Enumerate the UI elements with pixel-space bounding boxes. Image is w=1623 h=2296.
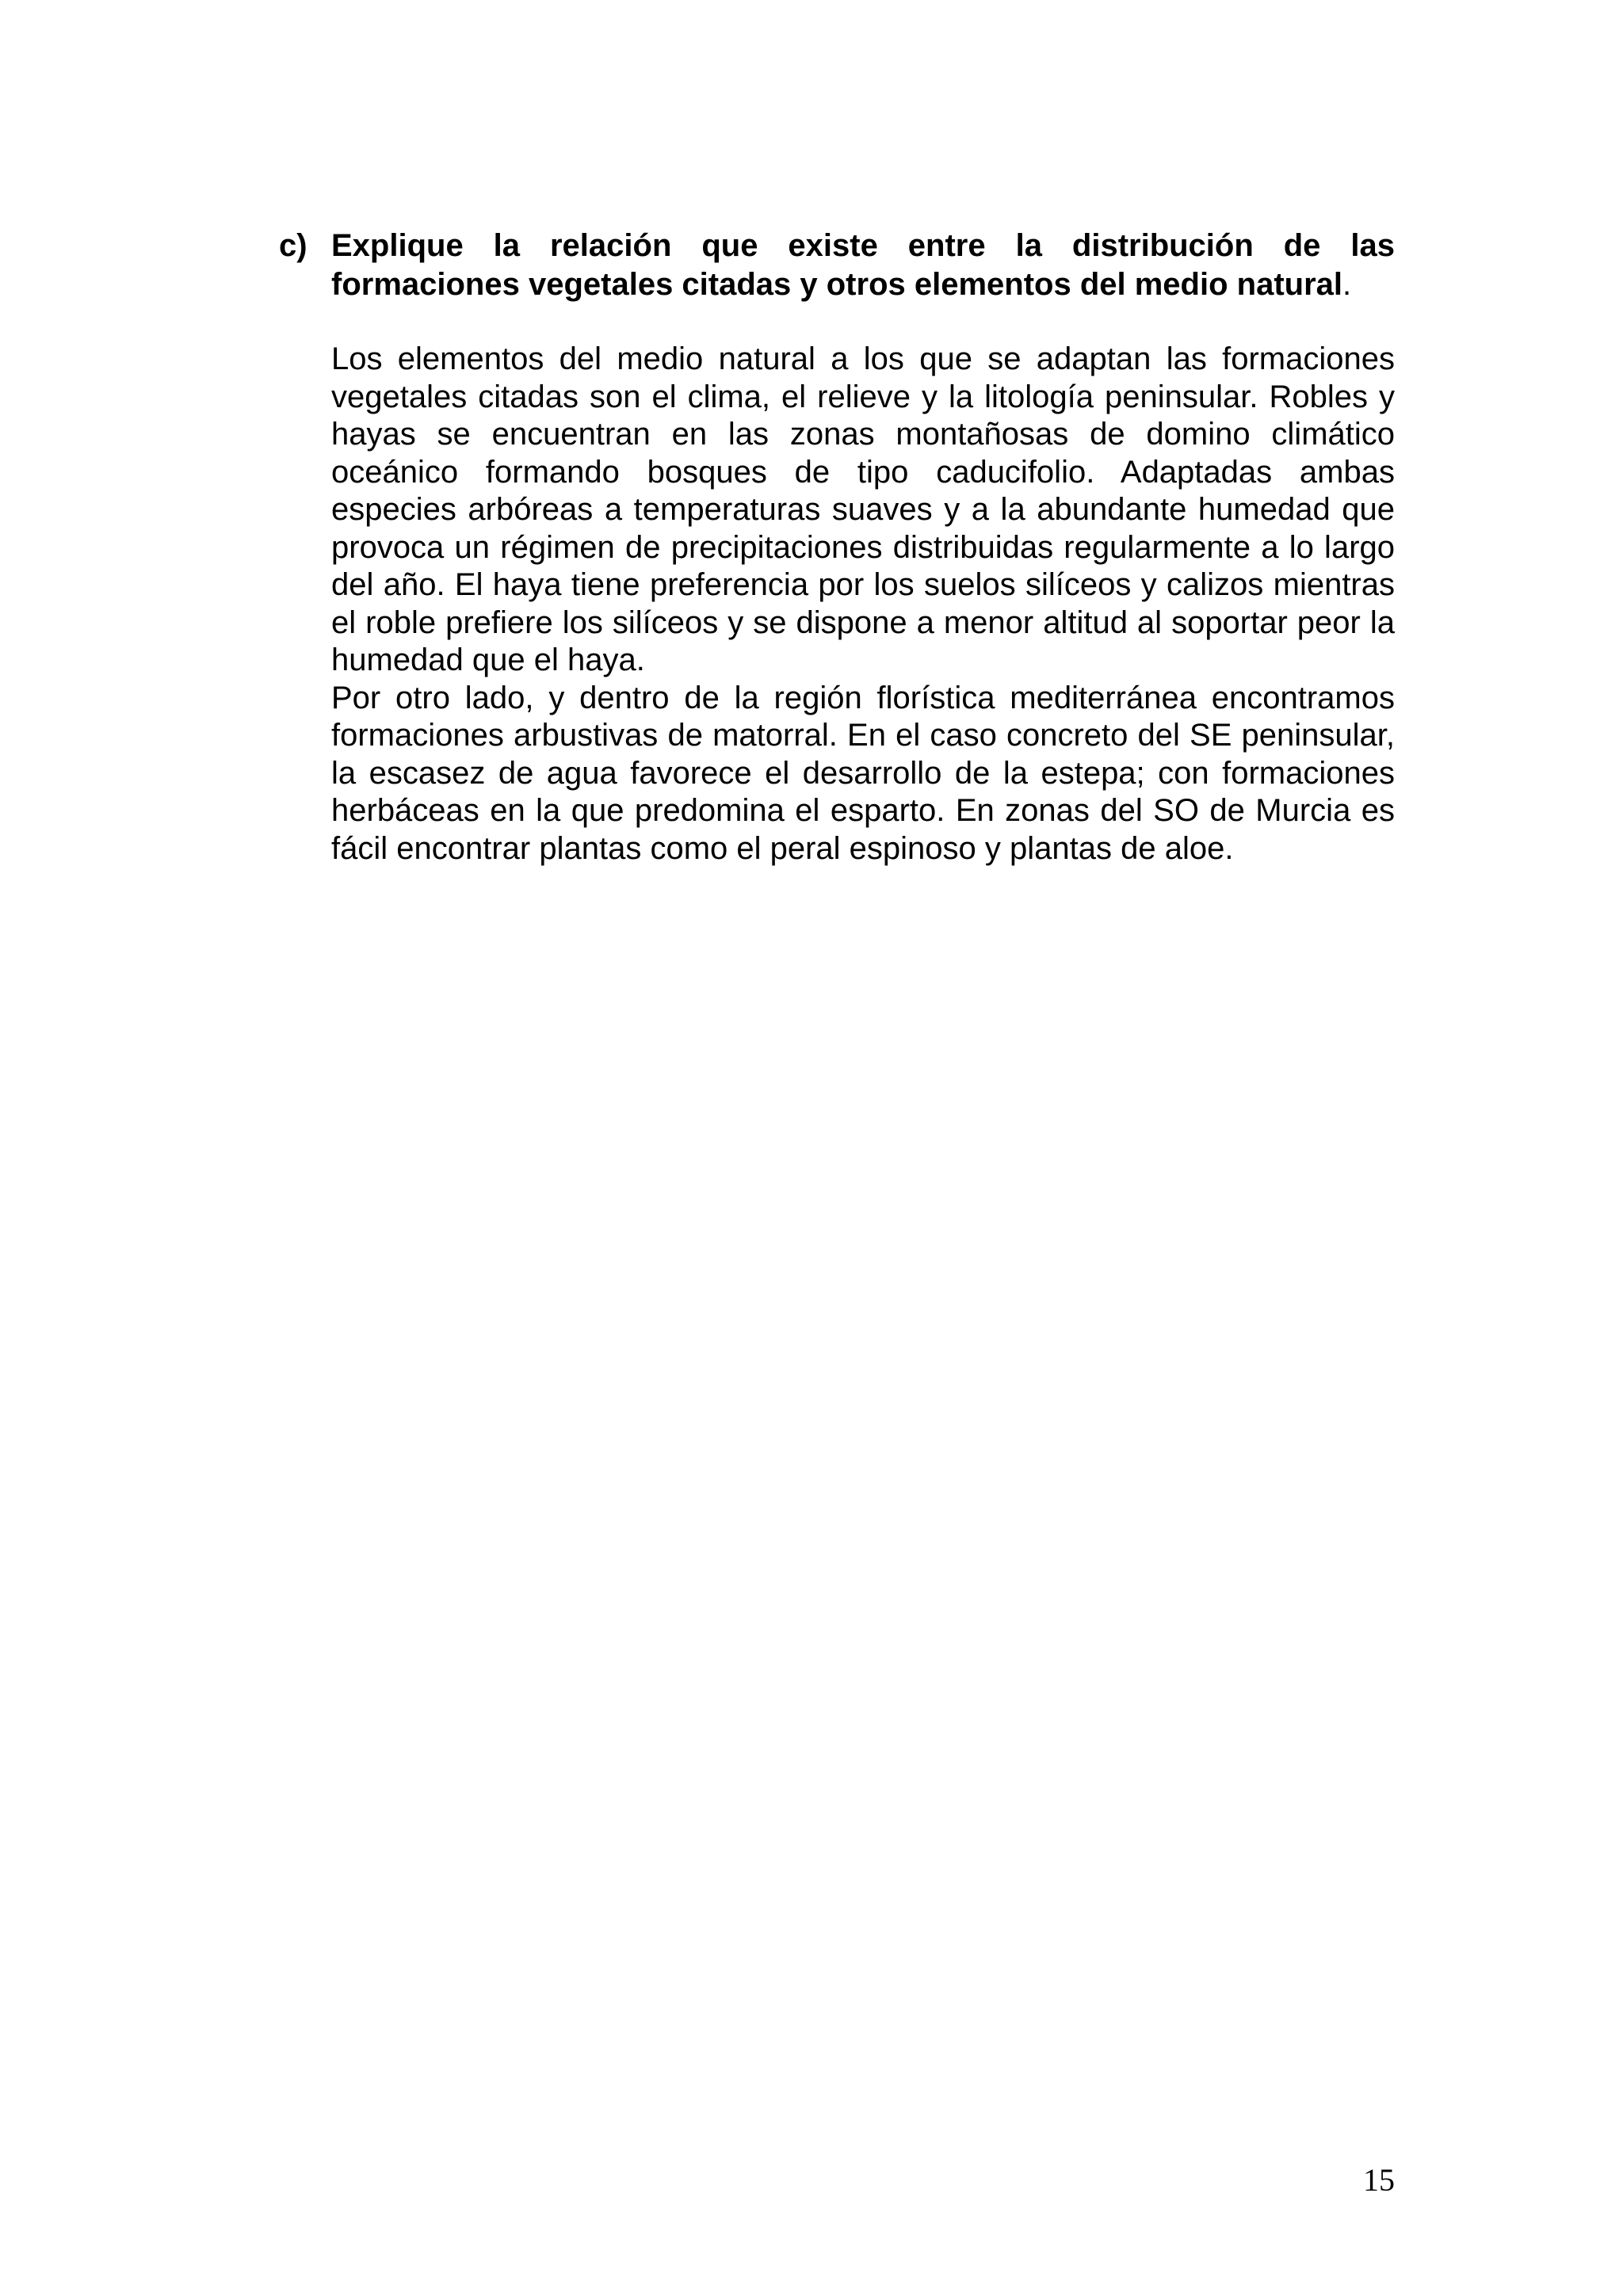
question-period: . — [1342, 267, 1352, 302]
answer-paragraph-1: Los elementos del medio natural a los que se adaptan las formaciones vegetales citadas son el clima, el relieve y la litología peninsular. Robles y hayas se encuentran en las zonas montañosas de domino climático oceánico formando bosques de tipo caducifolio. Adaptadas ambas especies arbóreas a temperaturas suaves y a la abundante humedad que provoca un régimen de precipitaciones distribuidas regularmente a lo largo del año. El haya tiene preferencia por los suelos silíceos y calizos mientras el roble prefiere los silíceos y se dispone a menor altitud al soportar peor la humedad que el haya. — [331, 341, 1395, 677]
question-text — [331, 227, 1395, 304]
question-text-body: Explique la relación que existe entre la distribución de las formaciones vegetales citadas y otros elementos del medio natural — [331, 228, 1395, 302]
answer-body — [331, 341, 1395, 868]
page-number: 15 — [1363, 2162, 1395, 2198]
question-label: c) — [279, 228, 307, 263]
answer-paragraph-2: Por otro lado, y dentro de la región florística mediterránea encontramos formaciones arbustivas de matorral. En el caso concreto del SE peninsular, la escasez de agua favorece el desarrollo de la estepa; con formaciones herbáceas en la que predomina el esparto. En zonas del SO de Murcia es fácil encontrar plantas como el peral espinoso y plantas de aloe. — [331, 680, 1395, 866]
